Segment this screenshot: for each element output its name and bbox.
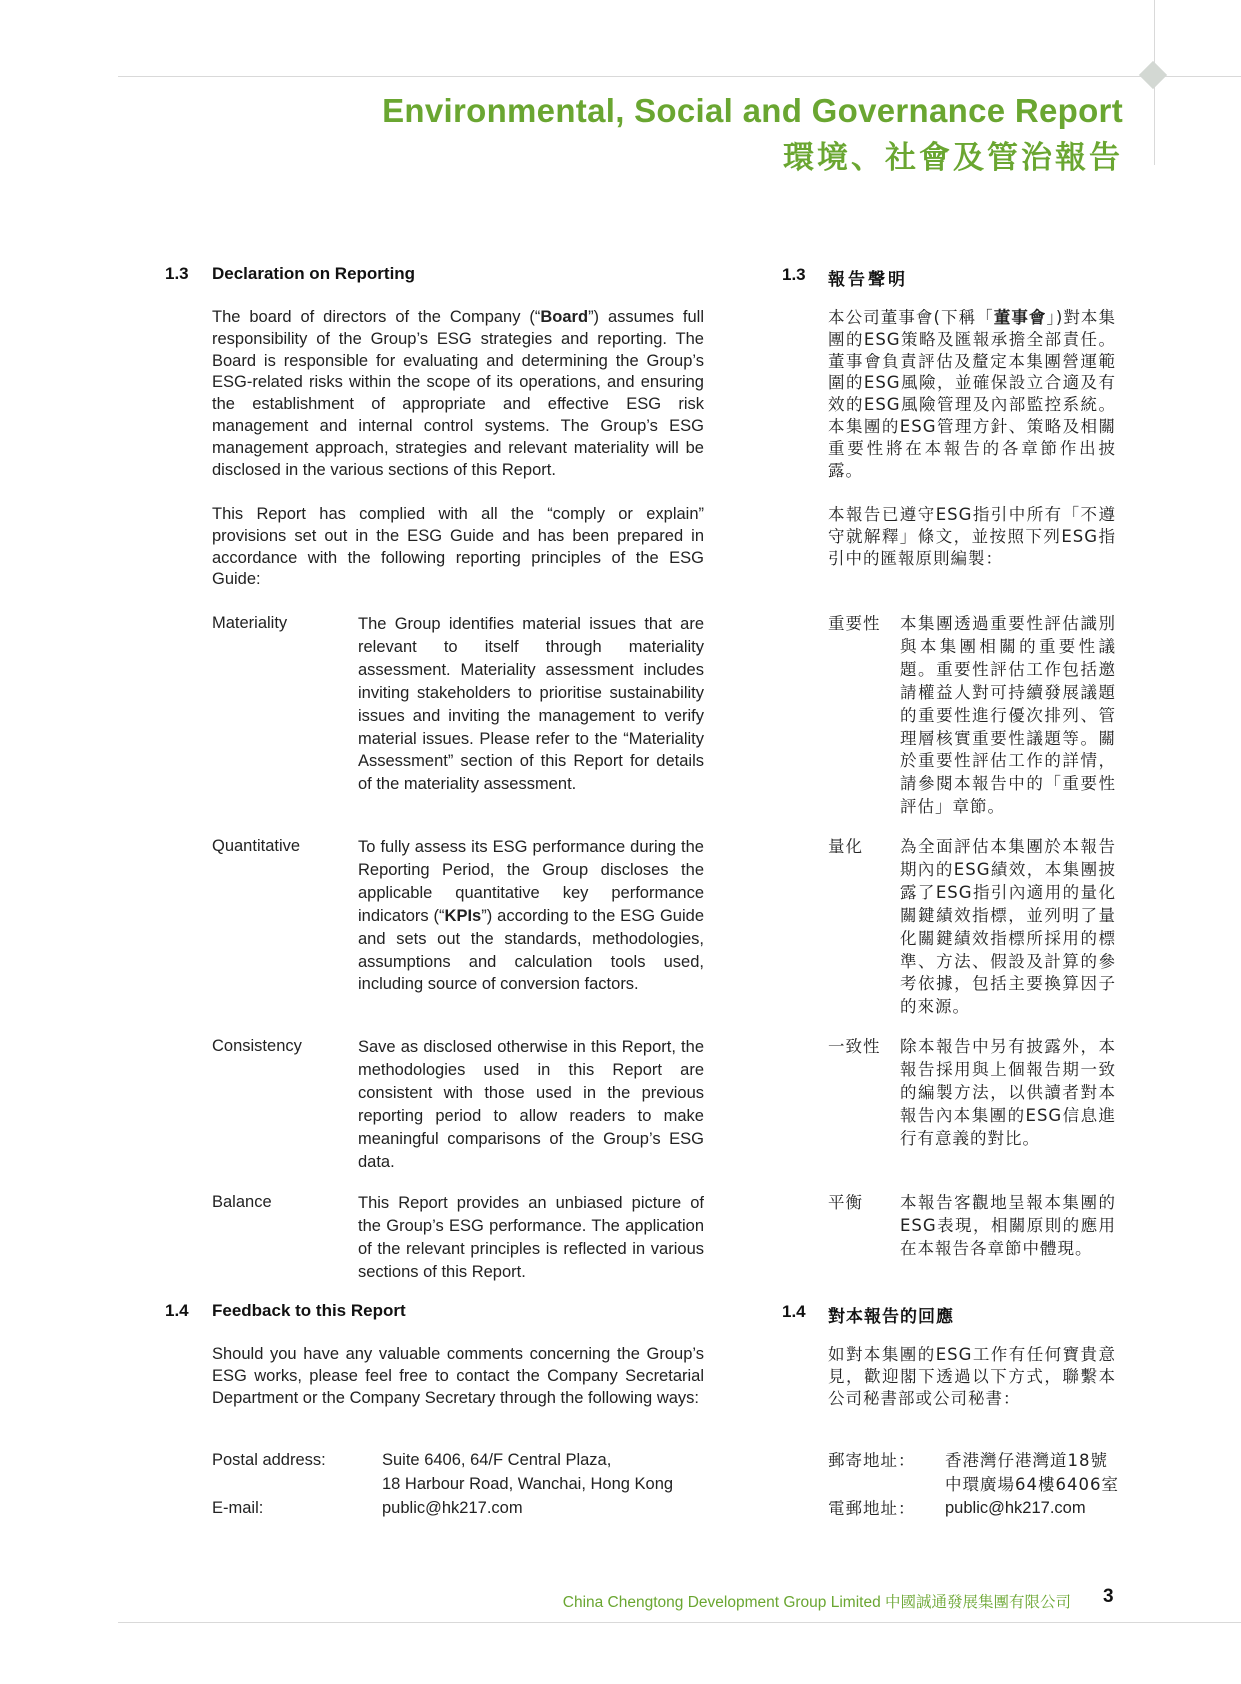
- section-title-declaration-zh: 報告聲明: [828, 270, 908, 290]
- principle-term-materiality: Materiality: [212, 614, 288, 632]
- principle-term-quantitative: Quantitative: [212, 837, 301, 855]
- postal-address-line-2: 18 Harbour Road, Wanchai, Hong Kong: [382, 1475, 674, 1493]
- declaration-paragraph-2-zh: 本報告已遵守ESG指引中所有「不遵守就解釋」條文，並按照下列ESG指引中的匯報原則編製：: [828, 505, 1116, 568]
- section-number-1-4-zh: 1.4: [782, 1302, 806, 1321]
- section-number-1-4-en: 1.4: [165, 1301, 189, 1320]
- bottom-divider: [118, 1622, 1241, 1623]
- principle-term-consistency-zh: 一致性: [828, 1037, 881, 1056]
- email-address[interactable]: public@hk217.com: [382, 1499, 523, 1517]
- principle-term-materiality-zh: 重要性: [828, 614, 881, 633]
- report-title-en: Environmental, Social and Governance Report: [382, 92, 1123, 129]
- declaration-paragraph-1-zh: 本公司董事會(下稱「董事會」)對本集團的ESG策略及匯報承擔全部責任。董事會負責評估及釐定本集團營運範圍的ESG風險，並確保設立合適及有效的ESG風險管理及內部監控系統。本集團的ESG管理方針、策略及相關重要性將在本報告的各章節作出披露。: [828, 308, 1117, 480]
- email-address-zh[interactable]: public@hk217.com: [945, 1499, 1086, 1517]
- principle-term-quantitative-zh: 量化: [828, 837, 863, 856]
- postal-address-line-1-zh: 香港灣仔港灣道18號: [945, 1451, 1108, 1470]
- feedback-paragraph-zh: 如對本集團的ESG工作有任何寶貴意見，歡迎閣下透過以下方式，聯繫本公司秘書部或公司秘書：: [828, 1345, 1116, 1408]
- section-number-1-3-en: 1.3: [165, 264, 189, 283]
- report-title-zh: 環境、社會及管治報告: [783, 140, 1123, 175]
- email-label: E-mail:: [212, 1499, 264, 1517]
- declaration-paragraph-2: This Report has complied with all the “comply or explain” provisions set out in the ESG Guide and has been prepared in accordance with the following reporting principles of the ESG Guide:: [212, 505, 704, 589]
- principle-desc-consistency-zh: 除本報告中另有披露外，本報告採用與上個報告期一致的編製方法，以供讀者對本報告內本集團的ESG信息進行有意義的對比。: [900, 1037, 1116, 1148]
- footer-company-name: China Chengtong Development Group Limited 中國誠通發展集團有限公司: [562, 1594, 1071, 1611]
- principle-desc-quantitative: To fully assess its ESG performance during the Reporting Period, the Group discloses the applicable quantitative key performance indicators (“KPIs”) according to the ESG Guide and sets out the standards, methodologies, assumptions and calculation tools used, including source of conversion factors.: [358, 838, 704, 994]
- principle-term-consistency: Consistency: [212, 1037, 302, 1055]
- principle-term-balance: Balance: [212, 1193, 272, 1211]
- principle-desc-materiality: The Group identifies material issues that are relevant to itself through materiality assessment. Materiality assessment includes inviting stakeholders to prioritise sustainability issues and inviting the management to verify material issues. Please refer to the “Materiality Assessment” section of this Report for details of the materiality assessment.: [358, 615, 704, 794]
- top-divider: [118, 76, 1241, 77]
- principle-desc-balance-zh: 本報告客觀地呈報本集團的ESG表現，相關原則的應用在本報告各章節中體現。: [900, 1193, 1116, 1258]
- postal-address-label: Postal address:: [212, 1451, 326, 1469]
- declaration-paragraph-1: The board of directors of the Company (“Board”) assumes full responsibility of the Group’s ESG strategies and reporting. The Board is responsible for evaluating and determining the Group’s ESG-related risks within the scope of its operations, and ensuring the establishment of appropriate and effective ESG risk management and internal control systems. The Group’s ESG management approach, strategies and relevant materiality will be disclosed in the various sections of this Report.: [212, 308, 704, 479]
- diamond-ornament: [1139, 61, 1167, 89]
- principle-desc-quantitative-zh: 為全面評估本集團於本報告期內的ESG績效，本集團披露了ESG指引內適用的量化關鍵績效指標，並列明了量化關鍵績效指標所採用的標準、方法、假設及計算的參考依據，包括主要換算因子的來源。: [900, 837, 1116, 1017]
- email-label-zh: 電郵地址：: [828, 1499, 916, 1518]
- section-number-1-3-zh: 1.3: [782, 265, 806, 284]
- postal-address-label-zh: 郵寄地址：: [828, 1451, 916, 1470]
- section-title-feedback: Feedback to this Report: [212, 1301, 406, 1320]
- postal-address-line-2-zh: 中環廣場64樓6406室: [945, 1475, 1119, 1494]
- section-title-declaration: Declaration on Reporting: [212, 264, 416, 283]
- principle-desc-balance: This Report provides an unbiased picture of the Group’s ESG performance. The application of the relevant principles is reflected in various sections of this Report.: [358, 1194, 704, 1281]
- principle-term-balance-zh: 平衡: [828, 1193, 863, 1212]
- principle-desc-consistency: Save as disclosed otherwise in this Report, the methodologies used in this Report are consistent with those used in the previous reporting period to allow readers to make meaningful comparisons of the Group’s ESG data.: [358, 1038, 704, 1171]
- principle-desc-materiality-zh: 本集團透過重要性評估識別與本集團相關的重要性議題。重要性評估工作包括邀請權益人對可持續發展議題的重要性進行優次排列、管理層核實重要性議題等。關於重要性評估工作的詳情，請參閱本報告中的「重要性評估」章節。: [900, 614, 1116, 817]
- section-title-feedback-zh: 對本報告的回應: [828, 1307, 954, 1327]
- postal-address-line-1: Suite 6406, 64/F Central Plaza,: [382, 1451, 612, 1469]
- feedback-paragraph: Should you have any valuable comments concerning the Group’s ESG works, please feel free to contact the Company Secretarial Department or the Company Secretary through the following ways:: [212, 1345, 704, 1407]
- page-number: 3: [1103, 1586, 1114, 1607]
